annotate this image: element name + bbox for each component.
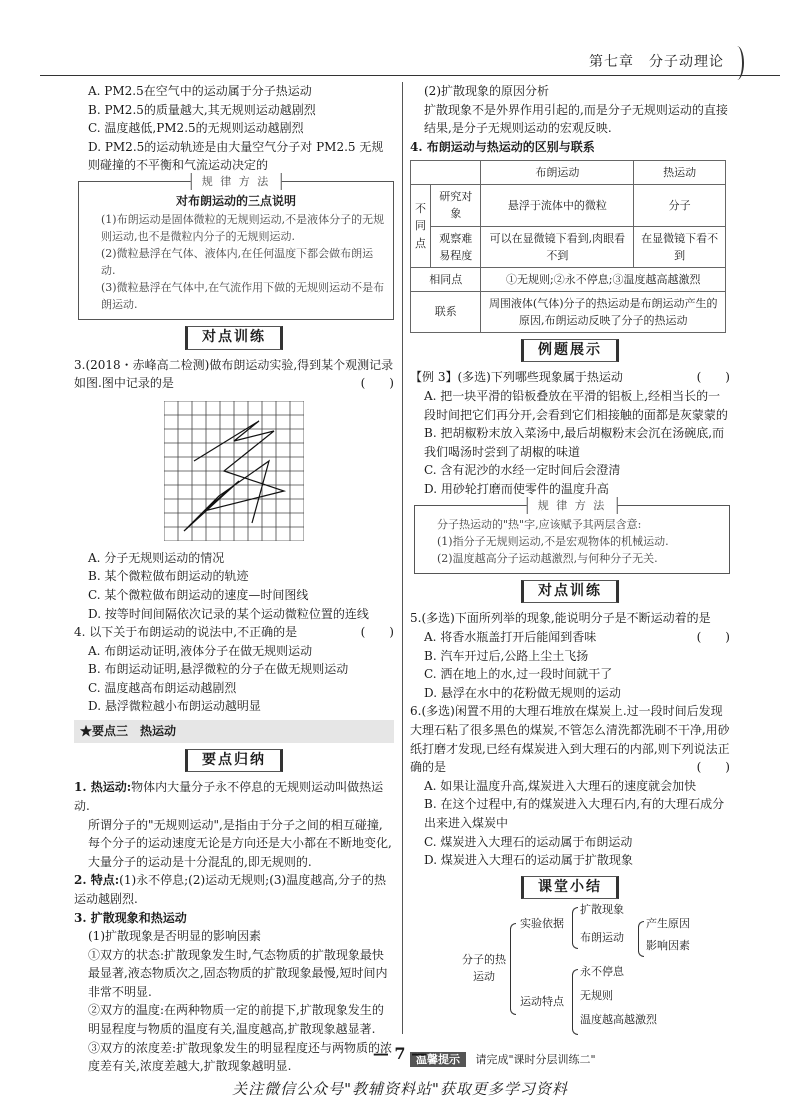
summary-node: 运动特点: [520, 995, 564, 1009]
option: D. 煤炭进入大理石的运动属于扩散现象: [424, 853, 633, 868]
option: C. 温度越高布朗运动越剧烈: [88, 680, 237, 695]
tip-text: 请完成"课时分层训练二": [475, 1053, 596, 1067]
table-cell: 联系: [411, 291, 481, 332]
summary-node: 布朗运动: [580, 931, 624, 945]
rule-box-thermal: [414, 498, 730, 574]
question-stem: 3.(2018・赤峰高二检测)做布朗运动实验,得到某个观测记录如图.图中记录的是 ( ): [74, 357, 394, 391]
option: B. 某个微粒做布朗运动的轨迹: [88, 569, 249, 584]
section-banner: 例题展示: [410, 339, 730, 363]
option: D. 悬浮在水中的花粉做无规则的运动: [424, 685, 621, 700]
table-cell: 在显微镜下看不到: [634, 226, 726, 267]
sub-heading: (2)扩散现象的原因分析: [424, 84, 549, 98]
paragraph: ②双方的温度:在两种物质一定的前提下,扩散现象发生的明显程度与物质的温度有关,温度越高,扩散现象越显著.: [88, 1003, 384, 1037]
option: C. 含有泥沙的水经一定时间后会澄清: [424, 463, 621, 478]
tip-label: 温馨提示: [410, 1052, 466, 1067]
rule-line: 分子热运动的"热"字,应该赋予其两层含意:: [437, 517, 642, 531]
summary-point-title: 3. 扩散现象和热运动: [74, 910, 187, 925]
table-cell: 分子: [634, 185, 726, 226]
example-stem: 【例 3】(多选)下列哪些现象属于热运动 ( ): [410, 370, 730, 385]
option: D. 用砂轮打磨而使零件的温度升高: [424, 482, 609, 496]
rule-box-tag: 规 律 方 法: [191, 173, 282, 190]
paragraph: ③双方的浓度差:扩散现象发生的明显程度还与两物质的浓度差有关,浓度差越大,扩散现象越明显.: [88, 1040, 393, 1074]
paragraph: 扩散现象不是外界作用引起的,而是分子无规则运动的直接结果,是分子无规则运动的宏观反映.: [424, 102, 728, 136]
footer-note: 关注微信公众号"教辅资料站"获取更多学习资料: [232, 1080, 568, 1098]
option: B. 在这个过程中,有的煤炭进入大理石内,有的大理石成分出来进入煤炭中: [424, 797, 725, 830]
rule-line: (3)微粒悬浮在气体中,在气流作用下做的无规则运动不是布朗运动.: [101, 280, 385, 311]
table-cell: 悬浮于流体中的微粒: [481, 185, 634, 226]
rule-line: (1)布朗运动是固体微粒的无规则运动,不是液体分子的无规则运动,也不是微粒内分子的无规则运动.: [101, 212, 385, 243]
summary-root: 分子的热运动: [462, 953, 506, 984]
section-banner: 对点训练: [410, 580, 730, 604]
summary-node: 影响因素: [646, 939, 690, 953]
rule-line: (1)指分子无规则运动,不是宏观物体的机械运动.: [437, 534, 669, 548]
table-cell: 周围液体(气体)分子的热运动是布朗运动产生的原因,布朗运动反映了分子的热运动: [481, 291, 726, 332]
question-stem: 4. 以下关于布朗运动的说法中,不正确的是 ( ): [74, 625, 394, 640]
table-cell: 可以在显微镜下看到,肉眼看不到: [481, 226, 634, 267]
summary-node: 永不停息: [580, 965, 624, 979]
sub-heading: (1)扩散现象是否明显的影响因素: [88, 929, 261, 944]
option: D. 悬浮微粒越小布朗运动越明显: [88, 699, 261, 714]
section-banner: 课堂小结: [410, 876, 730, 900]
summary-point: 2. 特点:(1)永不停息;(2)运动无规则;(3)温度越高,分子的热运动越剧烈.: [74, 873, 387, 906]
option: B. 汽车开过后,公路上尘土飞扬: [424, 648, 589, 663]
header-ornament: [730, 46, 744, 80]
right-column: [410, 82, 730, 1068]
left-column: [74, 82, 394, 1076]
table-side-label: 不同点: [411, 185, 431, 267]
paragraph: ①双方的状态:扩散现象发生时,气态物质的扩散现象最快最显著,液态物质次之,固态物质的扩散现象最慢,短时间内非常不明显.: [88, 947, 388, 999]
option: A. 布朗运动证明,液体分子在做无规则运动: [88, 643, 313, 658]
option: A. 把一块平滑的铅板叠放在平滑的铝板上,经相当长的一段时间把它们再分开,会看到它们相接触的面都是灰蒙蒙的: [424, 389, 728, 422]
page-number: — 7 —: [372, 1044, 428, 1063]
summary-node: 实验依据: [520, 917, 564, 931]
rule-box-brownian: [78, 174, 394, 320]
option: D. PM2.5的运动轨迹是由大量空气分子对 PM2.5 无规则碰撞的不平衡和气流运动决定的: [88, 139, 384, 173]
option: B. PM2.5的质量越大,其无规则运动越剧烈: [88, 102, 316, 117]
rule-line: (2)微粒悬浮在气体、液体内,在任何温度下都会做布朗运动.: [101, 246, 374, 277]
column-divider: [402, 82, 403, 1034]
option: A. 分子无规则运动的情况: [88, 550, 225, 565]
rule-box-heading: 对布朗运动的三点说明: [175, 193, 296, 208]
table-header: 热运动: [634, 161, 726, 185]
option: B. 布朗运动证明,悬浮微粒的分子在做无规则运动: [88, 662, 349, 677]
table-cell: 相同点: [411, 267, 481, 291]
rule-box-tag: 规 律 方 法: [527, 497, 618, 514]
question-stem: 6.(多选)闲置不用的大理石堆放在煤炭上.过一段时间后发现大理石粘了很多黑色的煤炭,不管怎么清洗都洗刷不干净,用砂纸打磨才发现,已经有煤炭进入到大理石的内部,则下列说法正确的是 ( ): [410, 704, 730, 775]
option: B. 把胡椒粉末放入菜汤中,最后胡椒粉末会沉在汤碗底,而我们喝汤时尝到了胡椒的味道: [424, 426, 725, 459]
section-banner: 要点归纳: [74, 749, 394, 773]
table-cell: 观察难易程度: [431, 226, 481, 267]
option: A. 如果让温度升高,煤炭进入大理石的速度就会加快: [424, 778, 697, 793]
rule-line: (2)温度越高分子运动越激烈,与何种分子无关.: [437, 551, 658, 565]
option: C. 某个微粒做布朗运动的速度—时间图线: [88, 587, 309, 602]
paragraph: 所谓分子的"无规则运动",是指由于分子之间的相互碰撞,每个分子的运动速度无论是方向还是大小都在不断地变化,大量分子的运动是十分混乱的,即无规则的.: [88, 817, 392, 869]
section-banner: 对点训练: [74, 326, 394, 350]
summary-brace: [510, 923, 516, 1015]
table-cell: ①无规则;②永不停息;③温度越高越激烈: [481, 267, 726, 291]
table-cell: 研究对象: [431, 185, 481, 226]
summary-brace: [572, 907, 578, 949]
option: C. 温度越低,PM2.5的无规则运动越剧烈: [88, 121, 304, 136]
option: C. 洒在地上的水,过一段时间就干了: [424, 667, 613, 682]
option: A. PM2.5在空气中的运动属于分子热运动: [88, 84, 312, 98]
option: D. 按等时间间隔依次记录的某个运动微粒位置的连线: [88, 606, 369, 621]
summary-brace: [638, 921, 644, 957]
page-header: [40, 46, 780, 76]
option: C. 煤炭进入大理石的运动属于布朗运动: [424, 834, 633, 849]
lesson-summary-diagram: [410, 905, 730, 1045]
table-header: 布朗运动: [481, 161, 634, 185]
section-title: 4. 布朗运动与热运动的区别与联系: [410, 139, 595, 154]
brownian-trace-figure: [164, 401, 304, 541]
question-stem: 5.(多选)下面所列举的现象,能说明分子是不断运动着的是 ( ): [410, 611, 730, 645]
summary-node: 扩散现象: [580, 903, 624, 917]
summary-point: 1. 热运动:物体内大量分子永不停息的无规则运动叫做热运动.: [74, 780, 384, 813]
chapter-title: 第七章 分子动理论: [589, 54, 724, 70]
summary-node: 产生原因: [646, 917, 690, 931]
keypoint-bar: ★要点三 热运动: [74, 720, 394, 743]
summary-node: 无规则: [580, 989, 613, 1003]
option: A. 将香水瓶盖打开后能闻到香味: [424, 630, 597, 645]
summary-brace: [572, 969, 578, 1035]
comparison-table: [410, 160, 726, 332]
summary-node: 温度越高越激烈: [580, 1013, 657, 1027]
